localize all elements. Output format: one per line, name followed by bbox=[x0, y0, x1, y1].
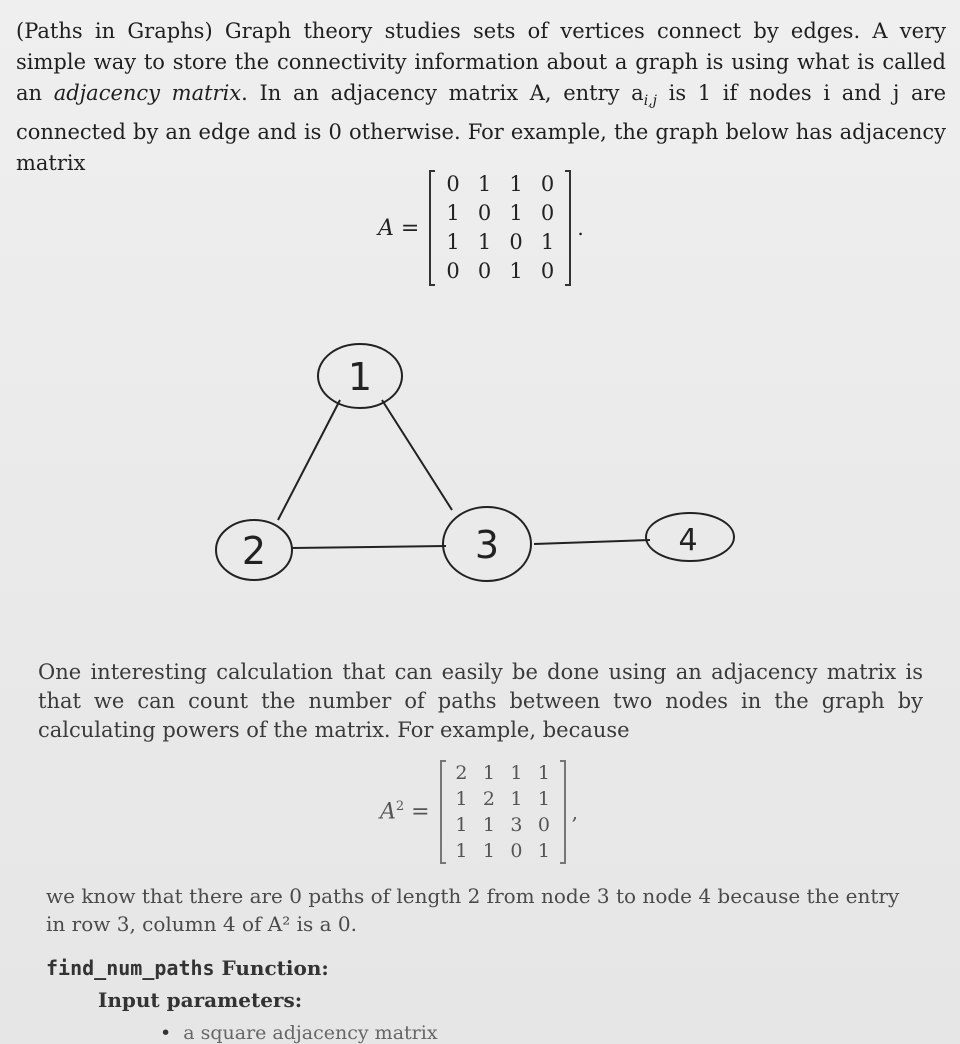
intro-lead: (Paths in Graphs) Graph theory studies sets of vertices connect by edges. A very simple way to store the connectivity information about a graph is using what is called an bbox=[16, 19, 946, 105]
intro-middle: . In an adjacency matrix A, entry a bbox=[241, 81, 644, 105]
edge-1-2 bbox=[278, 400, 340, 520]
matrix-cell: 1 bbox=[455, 840, 468, 862]
matrix-cell: 2 bbox=[455, 762, 468, 784]
matrix-cell: 1 bbox=[482, 762, 495, 784]
matrix-cell: 0 bbox=[540, 172, 555, 196]
node-3-label: 3 bbox=[474, 523, 500, 567]
entry-subscript: i,j bbox=[643, 93, 657, 110]
matrix-cell: 0 bbox=[540, 259, 555, 283]
matrix-cell: 1 bbox=[510, 788, 523, 810]
graph-diagram bbox=[0, 330, 960, 600]
matrix-cell: 0 bbox=[510, 840, 523, 862]
edge-1-3 bbox=[382, 400, 452, 510]
intro-tail: is 1 if nodes i and j are connected by an edge and is 0 otherwise. For example, the graph below has adjacency matrix bbox=[16, 81, 946, 176]
conclusion-paragraph: we know that there are 0 paths of length 2 from node 3 to node 4 because the entry in row 3, column 4 of A² is a 0. bbox=[46, 884, 900, 936]
matrix-cell: 0 bbox=[446, 259, 460, 283]
matrix-cell: 1 bbox=[537, 840, 550, 862]
matrix-A2-comma: , bbox=[571, 800, 578, 824]
param-bullet-text: a square adjacency matrix bbox=[183, 1022, 438, 1044]
matrix-cell: 1 bbox=[537, 762, 550, 784]
matrix-cell: 1 bbox=[477, 172, 492, 196]
matrix-cell: 1 bbox=[537, 788, 550, 810]
edge-3-4 bbox=[534, 540, 650, 544]
matrix-cell: 0 bbox=[477, 259, 492, 283]
matrix-cell: 1 bbox=[509, 259, 523, 283]
matrix-cell: 1 bbox=[509, 201, 523, 225]
matrix-cell: 1 bbox=[446, 230, 460, 254]
edge-2-3 bbox=[292, 546, 446, 548]
matrix-cell: 1 bbox=[509, 172, 523, 196]
matrix-cell: 1 bbox=[477, 230, 492, 254]
input-params-heading: Input parameters: bbox=[98, 988, 303, 1012]
node-4-label: 4 bbox=[678, 523, 698, 558]
matrix-cell: 1 bbox=[510, 762, 523, 784]
matrix-cell: 0 bbox=[540, 201, 555, 225]
matrix-A-period: . bbox=[577, 216, 584, 240]
matrix-cell: 3 bbox=[510, 814, 523, 836]
intro-paragraph bbox=[16, 16, 946, 179]
param-bullet bbox=[160, 1022, 438, 1044]
matrix-cell: 1 bbox=[482, 840, 495, 862]
matrix-cell: 1 bbox=[455, 788, 468, 810]
function-heading bbox=[46, 956, 329, 980]
matrix-A2-body bbox=[440, 760, 566, 864]
matrix-cell: 1 bbox=[455, 814, 468, 836]
matrix-cell: 0 bbox=[537, 814, 550, 836]
matrix-cell: 0 bbox=[446, 172, 460, 196]
matrix-cell: 1 bbox=[540, 230, 555, 254]
paths-paragraph: One interesting calculation that can easily be done using an adjacency matrix is that we can count the number of paths between two nodes in the graph by calculating powers of the matrix. For example, because bbox=[38, 660, 923, 742]
matrix-A-squared bbox=[380, 760, 578, 864]
node-1-label: 1 bbox=[347, 355, 373, 399]
function-suffix: Function: bbox=[214, 956, 329, 980]
matrix-cell: 1 bbox=[446, 201, 460, 225]
matrix-cell: 1 bbox=[482, 814, 495, 836]
adjacency-matrix-term: adjacency matrix bbox=[53, 81, 242, 105]
matrix-cell: 0 bbox=[509, 230, 523, 254]
matrix-A2-label: $A^2$ = bbox=[380, 799, 430, 825]
matrix-A-label: A = bbox=[378, 215, 420, 241]
node-2-label: 2 bbox=[241, 529, 267, 573]
function-name: find_num_paths bbox=[46, 956, 215, 980]
matrix-cell: 0 bbox=[477, 201, 492, 225]
bullet-icon: • bbox=[160, 1022, 172, 1044]
matrix-A-body bbox=[429, 170, 571, 286]
matrix-cell: 2 bbox=[482, 788, 495, 810]
adjacency-matrix-A bbox=[378, 170, 584, 286]
